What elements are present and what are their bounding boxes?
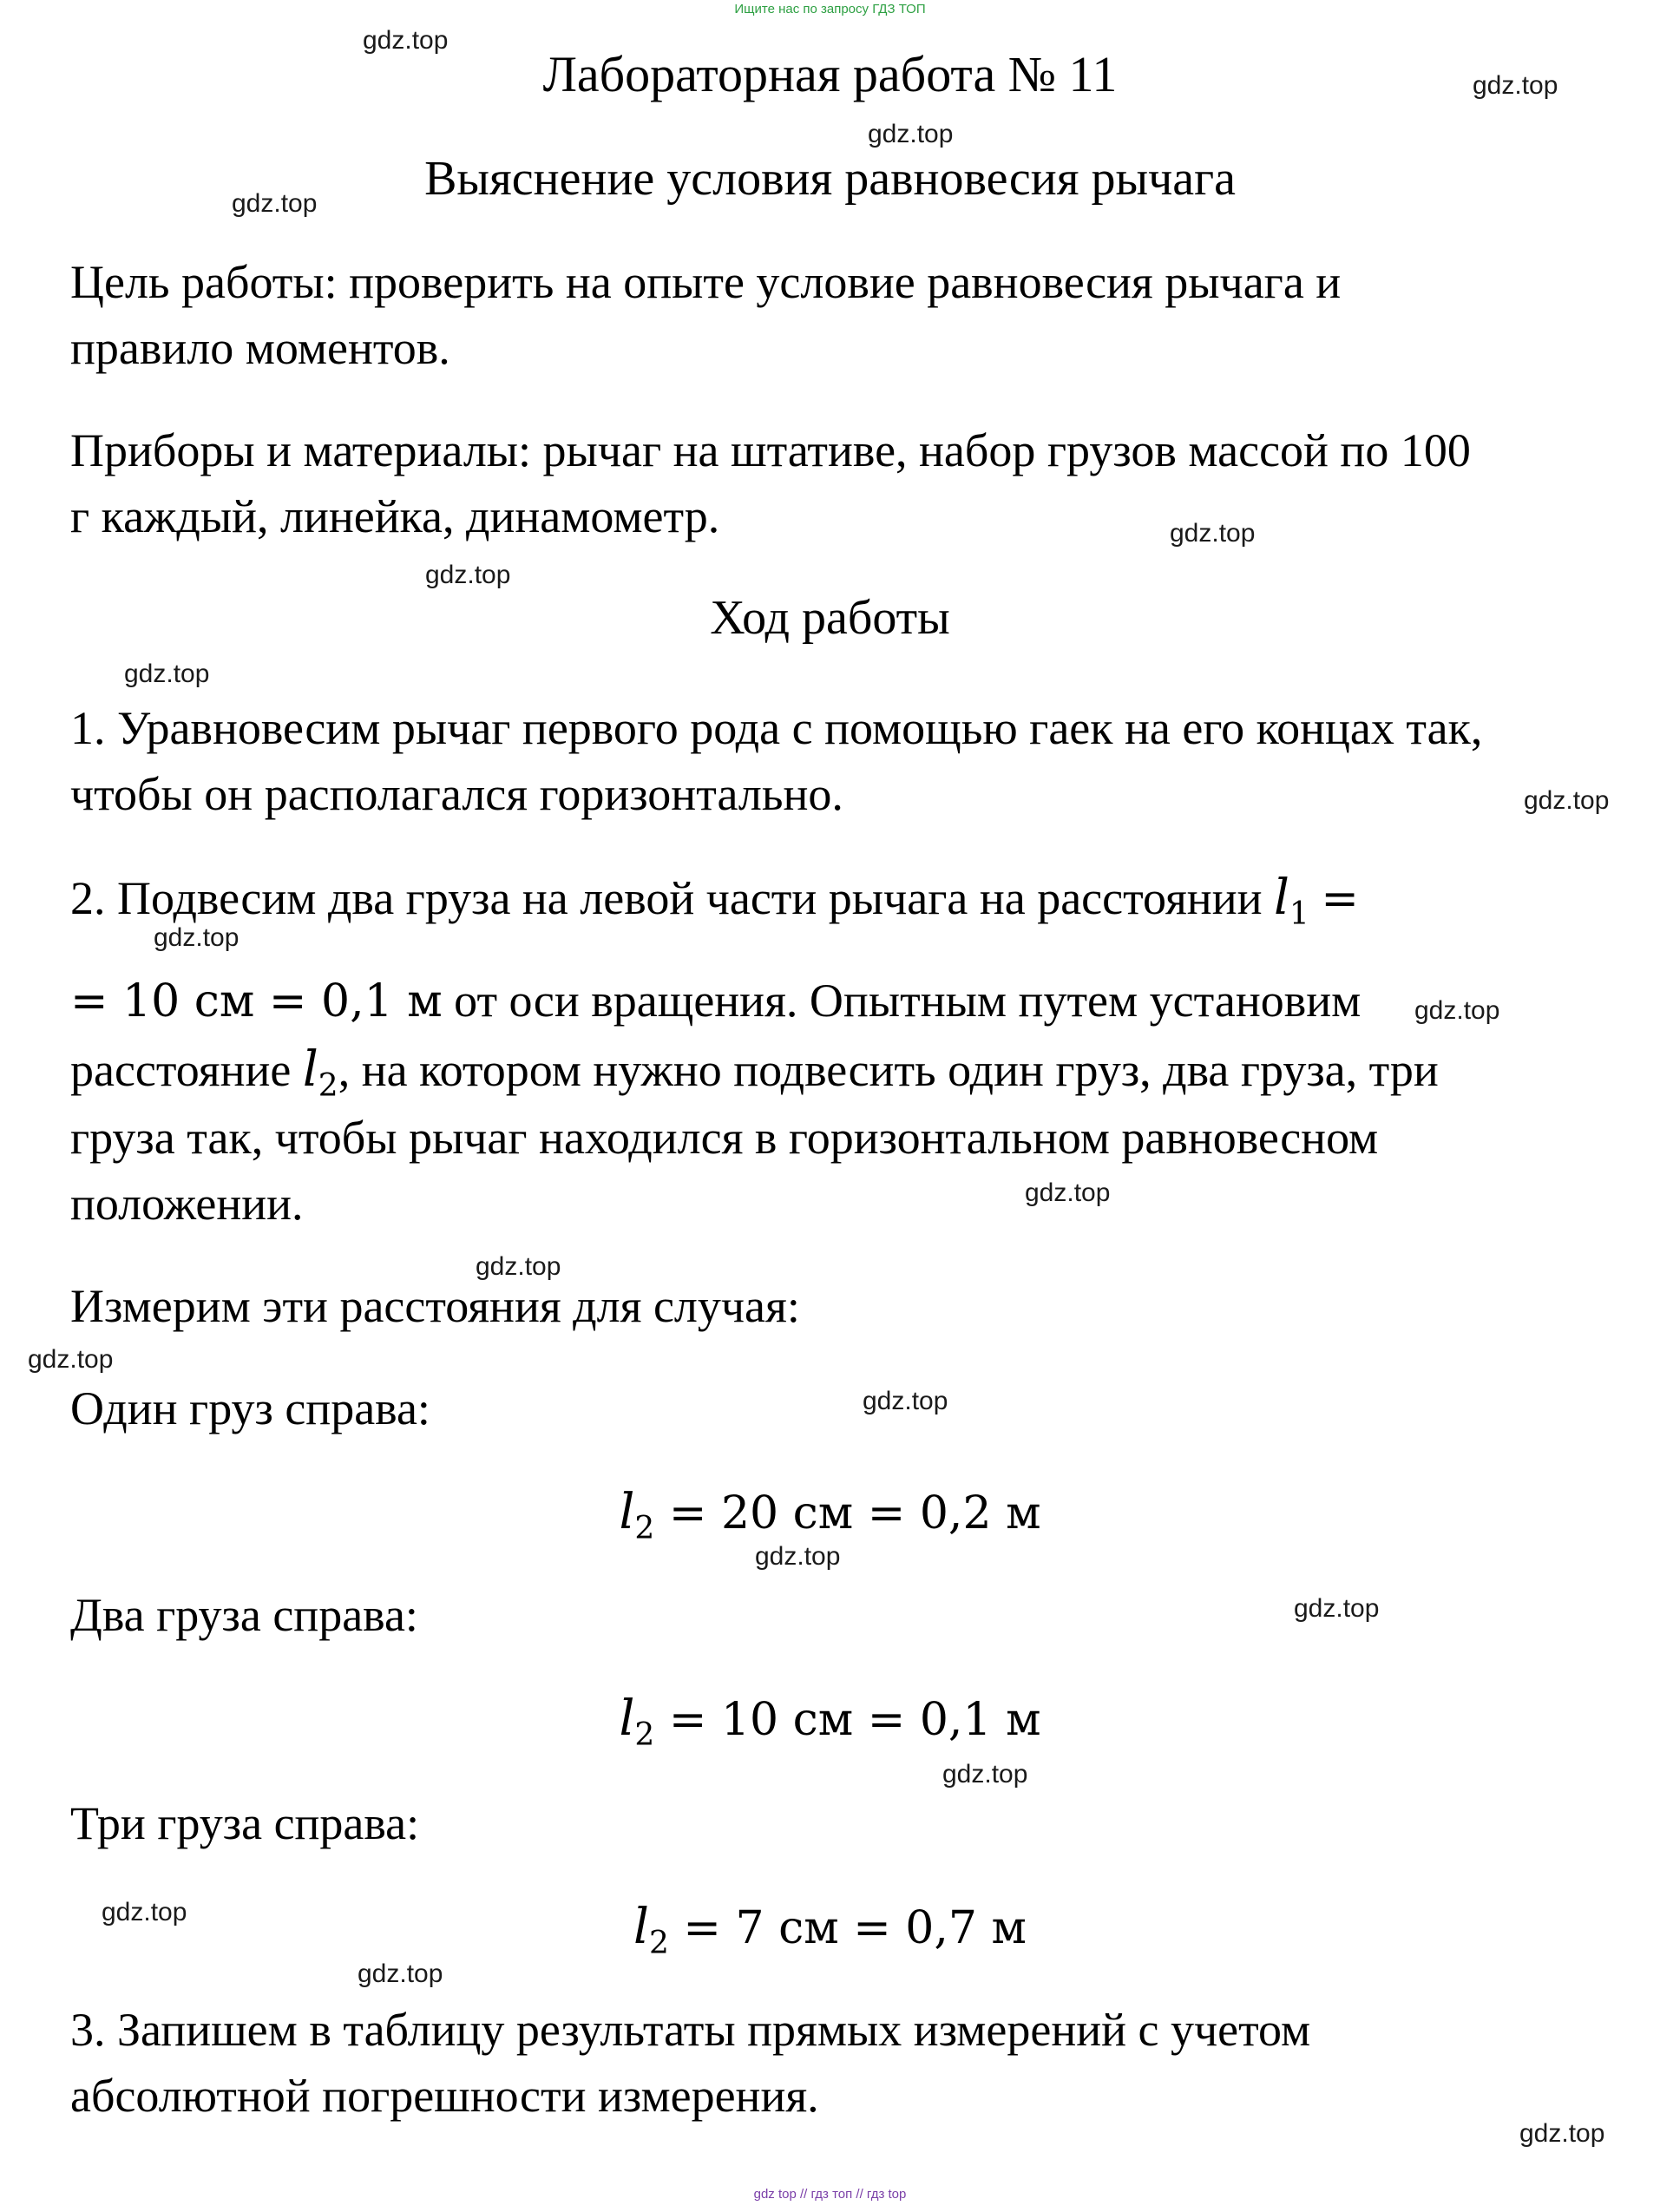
case-1-formula: $l_2 = 20$ см = 0,2 м (619, 1484, 1041, 1546)
equals-sign: = (1321, 873, 1359, 925)
l1-variable: $l_1$ (1274, 870, 1309, 932)
case-3-label: Три груза справа: (70, 1797, 420, 1849)
case-2-label: Два груза справа: (70, 1589, 418, 1641)
case-3-formula: $l_2 = 7$ см = 0,7 м (633, 1899, 1027, 1961)
watermark: gdz.top (363, 26, 449, 55)
step2-line-2-text: от оси вращения. Опытным путем установим (454, 975, 1361, 1027)
top-banner: Ищите нас по запросу ГДЗ ТОП (734, 2, 926, 16)
step1-line-2: чтобы он располагался горизонтально. (70, 768, 843, 820)
watermark: gdz.top (425, 561, 511, 589)
watermark: gdz.top (1524, 786, 1610, 815)
watermark: gdz.top (942, 1760, 1028, 1789)
watermark: gdz.top (28, 1345, 114, 1374)
case-2-formula: $l_2 = 10$ см = 0,1 м (619, 1690, 1041, 1753)
step2-line-1 (70, 864, 1359, 933)
materials-line-2: г каждый, линейка, динамометр. (70, 490, 720, 542)
step1-line-1: 1. Уравновесим рычаг первого рода с помощью гаек на его концах так, (70, 702, 1483, 754)
page-subtitle: Выяснение условия равновесия рычага (424, 152, 1236, 206)
watermark: gdz.top (124, 660, 210, 688)
goal-line-1: Цель работы: проверить на опыте условие равновесия рычага и (70, 256, 1342, 308)
watermark: gdz.top (1414, 996, 1500, 1025)
step2-line-3: расстояние $l_2$, на котором нужно подвесить один груз, два груза, три (70, 1041, 1439, 1104)
step2-line-4: груза так, чтобы рычаг находился в горизонтальном равновесном (70, 1112, 1379, 1164)
watermark: gdz.top (154, 923, 239, 952)
step3-line-1: 3. Запишем в таблицу результаты прямых измерений с учетом (70, 2004, 1311, 2056)
watermark: gdz.top (755, 1542, 841, 1571)
watermark: gdz.top (102, 1898, 187, 1926)
page-title: Лабораторная работа № 11 (542, 46, 1118, 102)
step2-line-1-text: 2. Подвесим два груза на левой части рычага на расстоянии (70, 872, 1263, 924)
bottom-banner: gdz top // гдз топ // гдз top (753, 2187, 907, 2202)
materials-line-1: Приборы и материалы: рычаг на штативе, набор грузов массой по 100 (70, 424, 1471, 476)
watermark: gdz.top (863, 1387, 948, 1415)
watermark: gdz.top (1519, 2119, 1605, 2148)
goal-line-2: правило моментов. (70, 322, 450, 374)
watermark: gdz.top (1473, 71, 1558, 100)
step2-line-2 (70, 967, 1361, 1035)
l2-variable: $l_2$ (302, 1041, 338, 1104)
watermark: gdz.top (1170, 519, 1256, 548)
procedure-heading: Ход работы (710, 591, 950, 645)
watermark: gdz.top (232, 189, 318, 218)
watermark: gdz.top (1025, 1178, 1111, 1207)
watermark: gdz.top (868, 120, 954, 148)
measure-intro: Измерим эти расстояния для случая: (70, 1280, 800, 1332)
watermark: gdz.top (358, 1959, 443, 1988)
step3-line-2: абсолютной погрешности измерения. (70, 2070, 819, 2122)
watermark: gdz.top (476, 1252, 561, 1281)
l1-value: = 10 см = 0,1 м (70, 975, 443, 1027)
case-1-label: Один груз справа: (70, 1382, 430, 1434)
watermark: gdz.top (1294, 1594, 1380, 1623)
step2-line-5: положении. (70, 1178, 304, 1230)
